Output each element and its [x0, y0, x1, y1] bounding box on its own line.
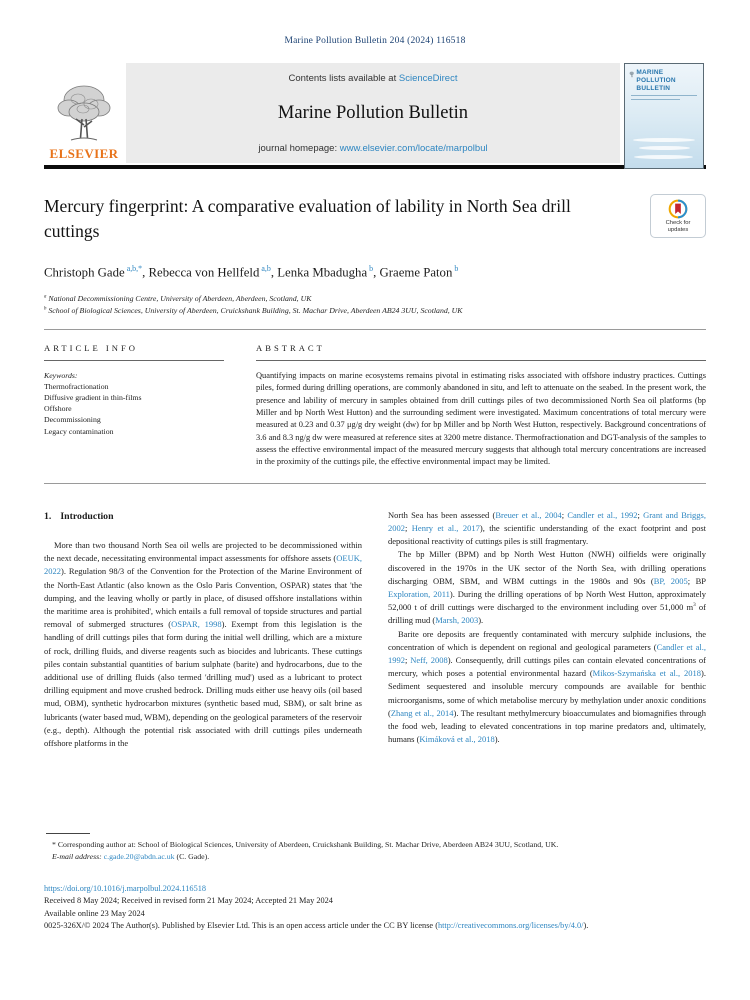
- homepage-line: [132, 143, 614, 154]
- masthead: [44, 63, 706, 163]
- text-segment: ), the scientific understanding of the exact footprint and post depositional reactivity of cuttings piles is still fragmentary.: [388, 522, 706, 547]
- text-segment: The bp Miller (BPM) and bp North West Hutton (NWH) oilfields were originally discovered in the 1970s in the UK sector of the North Sea, with drilling operations discharging OBM, SBM, and WBM cuttings in the 1980s and 90s (: [388, 549, 706, 586]
- text-segment: ;: [405, 654, 411, 665]
- article-info-column: [44, 343, 224, 469]
- section-heading-introduction: [44, 509, 362, 524]
- text-segment: , Graeme Paton: [373, 265, 453, 280]
- text-segment: (C. Gade).: [174, 851, 210, 861]
- cover-elsevier-icon: [629, 69, 634, 80]
- text-segment: North Sea has been assessed (: [388, 509, 496, 520]
- text-segment: a: [44, 294, 47, 300]
- contents-line: [132, 73, 614, 84]
- keyword: Diffusive gradient in thin-films: [44, 393, 142, 403]
- text-segment: , Lenka Mbadugha: [270, 265, 368, 280]
- inline-link[interactable]: Kimáková et al., 2018: [419, 734, 495, 745]
- section-number: 1.: [44, 510, 52, 522]
- journal-title: Marine Pollution Bulletin: [277, 103, 469, 123]
- keyword: Offshore: [44, 404, 72, 414]
- author-list: [44, 264, 706, 280]
- header-divider: [44, 165, 706, 169]
- heading-rule: [256, 360, 706, 361]
- text-segment: ;: [405, 522, 412, 533]
- keyword: Thermofractionation: [44, 382, 109, 392]
- text-segment: ). The resultant methylmercury bioaccumulates and biomagnifies through the food web, leading to elevated concentrations in top marine predators and, ultimately, humans (: [388, 707, 706, 745]
- inline-link[interactable]: Candler et al., 1992: [388, 641, 706, 665]
- inline-link[interactable]: Henry et al., 2017: [411, 522, 480, 533]
- text-segment: Barite ore deposits are frequently contaminated with mercury sulphide inclusions, the concentration of which is dependent on regional and geological parameters (: [388, 628, 706, 652]
- journal-cover-thumbnail: [624, 63, 706, 163]
- abstract-body-divider: [44, 483, 706, 484]
- cover-wave-decoration: [639, 146, 690, 150]
- affiliation: [44, 293, 706, 305]
- text-segment: b: [454, 263, 459, 273]
- info-abstract-block: [44, 343, 706, 469]
- check-for-updates-badge[interactable]: [650, 194, 706, 238]
- text-segment: ;: [637, 509, 644, 520]
- text-segment: ).: [583, 921, 589, 931]
- available-online: Available online 23 May 2024: [44, 908, 145, 918]
- journal-header-box: [126, 63, 620, 163]
- affiliation: [44, 305, 706, 317]
- body-right-column: [388, 509, 706, 825]
- section-divider: [44, 329, 706, 330]
- text-segment: , Rebecca von Hellfeld: [142, 265, 260, 280]
- received-dates: Received 8 May 2024; Received in revised form 21 May 2024; Accepted 21 May 2024: [44, 896, 333, 906]
- text-segment: National Decommissioning Centre, University of Aberdeen, Aberdeen, Scotland, UK: [46, 294, 312, 304]
- body-left-column: [44, 509, 362, 825]
- journal-cover: [624, 63, 704, 169]
- sciencedirect-link[interactable]: ScienceDirect: [398, 73, 458, 84]
- elsevier-tree-icon: [53, 81, 115, 145]
- inline-link[interactable]: c.gade.20@abdn.ac.uk: [103, 851, 175, 861]
- homepage-prefix: journal homepage:: [258, 143, 340, 154]
- text-segment: ).: [478, 615, 484, 626]
- text-segment: ). Sediment sequestered and insoluble mercury compounds are available for benthic microorganisms, some of which metabolise mercury by methylation under anoxic conditions (: [388, 668, 706, 718]
- text-segment: ).: [494, 734, 500, 745]
- text-segment: 0025-326X/© 2024 The Author(s). Published by Elsevier Ltd. This is an open access article under the CC BY license (: [44, 921, 438, 931]
- inline-link[interactable]: Exploration, 2011: [388, 588, 450, 599]
- text-segment: ). During the drilling operations of bp North West Hutton, approximately 52,000 t of drill cuttings were discharged to the environment including over 51,000 m: [388, 588, 706, 613]
- inline-link[interactable]: Breuer et al., 2004: [495, 509, 562, 520]
- cover-title: MARINE POLLUTION BULLETIN: [636, 69, 676, 92]
- text-segment: * Corresponding author at: School of Biological Sciences, University of Aberdeen, Cruickshank Building, St. Machar Drive, Aberdeen AB24 3UU, Scotland, UK.: [52, 839, 559, 849]
- footnote-rule: [46, 833, 90, 834]
- keyword: Decommissioning: [44, 415, 101, 425]
- body-paragraph: [388, 628, 706, 747]
- inline-link[interactable]: Zhang et al., 2014: [390, 707, 454, 718]
- check-updates-label: [666, 220, 691, 234]
- abstract-text: Quantifying impacts on marine ecosystems remains pivotal in estimating risks associated with offshore industry practices. Cuttings piles, formed during drilling operations, are commonly abandoned in situ, and left to attenuate on the seabed. In the present work, the presence and lability of mercury in samples obtained from drill cuttings piles of two decommissioned North Sea oil platforms (bp Miller and bp North West Hutton) and the surrounding sediment were investigated. Maximum concentrations of total mercury were measured at 0.23 and 0.37 μg/g dry weight (dw) for bp Miller and bp North West Hutton, respectively. Background concentrations of 3.6 and 8.3 ng/g dw were measured at reference sites at 3200 metre distance. Thermofractionation and DGT-analysis of the samples to assess the effective environmental impact of the measured mercury suggests that although total mercury concentrations are increased in the proximity of the cuttings pile, the effective environmental impact may be limited.: [256, 370, 707, 467]
- footnote-block: [44, 833, 706, 863]
- inline-link[interactable]: Grant and Briggs, 2002: [388, 509, 706, 533]
- heading-rule: [44, 360, 224, 361]
- text-segment: More than two thousand North Sea oil wells are projected to be decommissioned within the next decade, necessitating environmental impact assessments for offshore assets (: [44, 539, 362, 564]
- text-segment: 3: [693, 602, 696, 609]
- cover-decoration-bar: [631, 95, 697, 96]
- abstract-column: [256, 343, 706, 469]
- keywords-label: Keywords:: [44, 370, 78, 380]
- section-title: Introduction: [60, 510, 114, 522]
- cover-wave-decoration: [633, 138, 695, 142]
- text-segment: ). Regulation 98/3 of the Convention for the Protection of the Marine Environment of the North-East Atlantic (also known as the Oslo Paris Convention, OSPAR) states that 'the dumping, and the leaving wholly or partly in place, of disused offshore installations within the maritime area is prohibited', which entails a full removal of topside structures and partial removal of submerged structures (: [44, 566, 362, 630]
- text-segment: ). Exempt from this legislation is the handling of drill cuttings piles that form during the initial well drilling, which are a mixture of rock, drilling fluids, and diverse reagents such as biocides and lubricants. These cuttings piles contain substantial quantities of barium sulphate (barite) and hydrocarbons, due to the additional use of drilling fluids (also termed 'drilling mud') used as a lubricant to protect drilling equipment and move crushed bedrock. Drilling muds either use heavy oils (oil based mud, OBM), synthetic hydrocarbon mixtures (synthetic based mud, SBM), or salt brine as lubricants (water based mud, WBM), depending on the geological parameters of the reservoir (e.g., depth). Although the potential risk associated with drill cuttings piles underneath offshore platforms in the: [44, 619, 363, 748]
- text-segment: ;: [561, 509, 568, 520]
- journal-homepage-link[interactable]: www.elsevier.com/locate/marpolbul: [339, 143, 488, 154]
- doi-link[interactable]: https://doi.org/10.1016/j.marpolbul.2024.116518: [44, 883, 207, 893]
- body-paragraph: [388, 509, 706, 549]
- body-columns: [44, 509, 706, 825]
- license-line: [44, 920, 706, 932]
- article-footer: [44, 883, 706, 933]
- email-note: [44, 851, 706, 863]
- article-title: Mercury fingerprint: A comparative evaluation of lability in North Sea drill cuttings: [44, 196, 571, 242]
- abstract-heading: ABSTRACT: [256, 342, 325, 353]
- contents-prefix: Contents lists available at: [288, 73, 399, 84]
- text-segment: Christoph Gade: [44, 265, 125, 280]
- article-info-heading: ARTICLE INFO: [44, 342, 138, 353]
- body-paragraph: [44, 539, 362, 750]
- affiliations: [44, 293, 706, 318]
- text-segment: b: [369, 263, 374, 273]
- inline-link[interactable]: OEUK, 2022: [44, 553, 362, 577]
- check-updates-line1: Check for: [665, 219, 691, 226]
- text-segment: a,b: [261, 263, 271, 273]
- journal-citation: Marine Pollution Bulletin 204 (2024) 116518: [284, 36, 466, 46]
- inline-link[interactable]: Neff, 2008: [410, 654, 448, 665]
- elsevier-wordmark: ELSEVIER: [49, 146, 119, 161]
- cover-wave-decoration: [634, 155, 693, 159]
- text-segment: ). Consequently, drill cuttings piles can contain elevated concentrations of mercury, which poses a potential environmental hazard (: [388, 654, 706, 679]
- check-updates-line2: updates: [667, 226, 689, 233]
- inline-link[interactable]: Mikos-Szymańska et al., 2018: [592, 668, 702, 679]
- inline-link[interactable]: http://creativecommons.org/licenses/by/4.0/: [437, 921, 584, 931]
- text-segment: E-mail address:: [52, 851, 102, 861]
- body-paragraph: [388, 548, 706, 627]
- check-updates-icon: [668, 199, 688, 219]
- cover-decoration-bar: [631, 99, 680, 100]
- inline-link[interactable]: Candler et al., 1992: [567, 509, 638, 520]
- inline-link[interactable]: BP, 2005: [653, 575, 688, 586]
- corresponding-author-note: [44, 839, 706, 851]
- text-segment: b: [44, 306, 47, 312]
- inline-link[interactable]: OSPAR, 1998: [171, 619, 222, 630]
- text-segment: of drilling mud (: [388, 602, 706, 626]
- text-segment: ; BP: [687, 575, 706, 586]
- keyword: Legacy contamination: [44, 426, 114, 436]
- title-row: [44, 194, 706, 245]
- elsevier-logo: [44, 63, 124, 163]
- text-segment: School of Biological Sciences, University of Aberdeen, Cruickshank Building, St. Machar Drive, Aberdeen AB24 3UU, Scotland, UK: [46, 306, 463, 316]
- text-segment: a,b,*: [126, 263, 143, 273]
- inline-link[interactable]: Marsh, 2003: [435, 615, 479, 626]
